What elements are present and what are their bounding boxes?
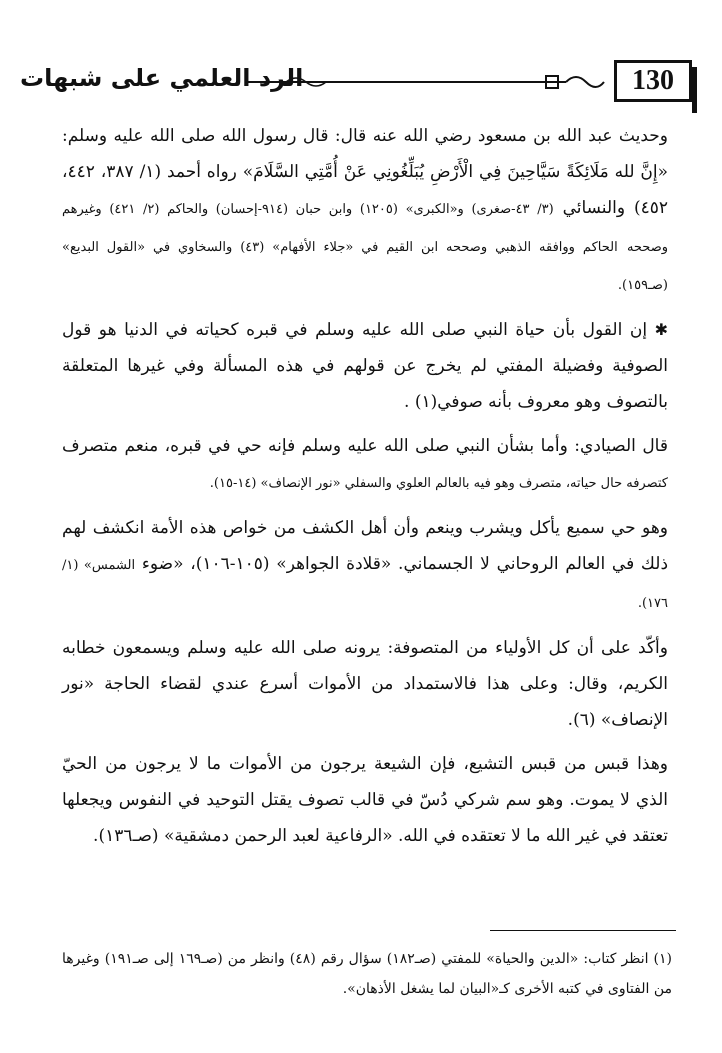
text-line: الصوفية وفضيلة المفتي لم يخرج عن قولهم في هذه المسألة وفي غيرها المتعلقة بالتصوف	[62, 356, 668, 412]
footnote-line: (١) انظر كتاب: «الدين والحياة» للمفتي (صـ١٨٢) سؤال رقم (٤٨) وانظر من (صـ١٦٩ إلى	[153, 951, 673, 967]
text-line: وحديث عبد الله بن مسعود رضي الله عنه قال: قال رسول الله صلى الله عليه وسلم: «إِنَّ لله	[62, 126, 669, 182]
citation-line: (٣/ ٤٣-صغرى) و«الكبرى» (١٢٠٥) وابن حبان (٩١٤-إحسان) والحاكم (٢/ ٤٢١) وغيرهم وصححه	[62, 202, 669, 255]
citation-line: كتصرفه حال حياته، متصرف وهو فيه بالعالم العلوي والسفلي «نور الإنصاف» (١٤-١٥).	[209, 476, 668, 491]
paragraph	[62, 118, 668, 304]
paragraph	[62, 312, 668, 420]
text-line: الإنصاف» (٦).	[567, 710, 668, 730]
text-line: وهذا قبس من قبس التشيع، فإن الشيعة يرجون من الأموات ما لا يرجون من	[105, 754, 668, 774]
text-line: وأكّد على أن كل الأولياء من المتصوفة: يرونه صلى الله عليه وسلم ويسمعون خطابه	[62, 638, 668, 658]
text-line: إن القول بأن حياة النبي صلى الله عليه وسلم في قبره كحياته في الدنيا هو قول	[62, 320, 648, 340]
text-line: الكريم، وقال: وعلى هذا فالاستمداد من الأموات أسرع عندي لقضاء الحاجة «نور	[62, 674, 668, 694]
text-line: انكشف لهم ذلك في العالم الروحاني لا الجسماني. «قلادة الجواهر» (١٠٥-١٠٦)، «ضوء	[62, 518, 669, 574]
book-title: الرد العلمي على شبهات	[20, 64, 304, 92]
footnote	[62, 944, 672, 1004]
paragraph	[62, 630, 668, 738]
text-line: ويجعلها تعتقد في غير الله ما لا تعتقده في الله. «الرفاعية لعبد الرحمن دمشقية» (صـ١٣٦).	[62, 790, 668, 846]
paragraph	[62, 428, 668, 502]
page-number: 130	[614, 60, 692, 102]
paragraph	[62, 746, 668, 854]
text-line: الحيّ الذي لا يموت. وهو سم شركي دُسّ في قالب تصوف يقتل التوحيد في النفوس	[62, 754, 668, 810]
citation-line: الحاكم ووافقه الذهبي وصححه ابن القيم في «جلاء الأفهام» (٤٣) والسخاوي في «القول البديع» (صـ١٥٩).	[62, 240, 668, 293]
text-line: وهو معروف بأنه صوفي(١) .	[404, 392, 602, 412]
footnote-divider	[490, 930, 676, 931]
paragraph	[62, 510, 668, 622]
text-line: وهو حي سميع يأكل ويشرب وينعم وأن أهل الكشف من خواص هذه الأمة	[150, 518, 668, 538]
text-line: مَلَائِكَةً سَيَّاحِينَ فِي الْأَرْضِ يُبَلِّغُونِي عَنْ أُمَّتِي السَّلَامَ» رواه أحمد (١/ ٣٨٧، ٤٤٢، ٤٥٢) والنسائي	[62, 162, 669, 218]
main-text	[62, 118, 668, 862]
citation-line: الشمس» (١/ ١٧٦).	[62, 558, 668, 611]
page-header	[20, 58, 692, 108]
text-line: قال الصيادي: وأما بشأن النبي صلى الله عليه وسلم فإنه حي في قبره، منعم متصرف	[62, 436, 668, 456]
star-bullet-icon: ✱	[654, 320, 669, 339]
footnote-line: صـ١٩١) وغيرها من الفتاوى في كتبه الأخرى كـ«البيان لما يشغل الأذهان».	[62, 951, 672, 997]
